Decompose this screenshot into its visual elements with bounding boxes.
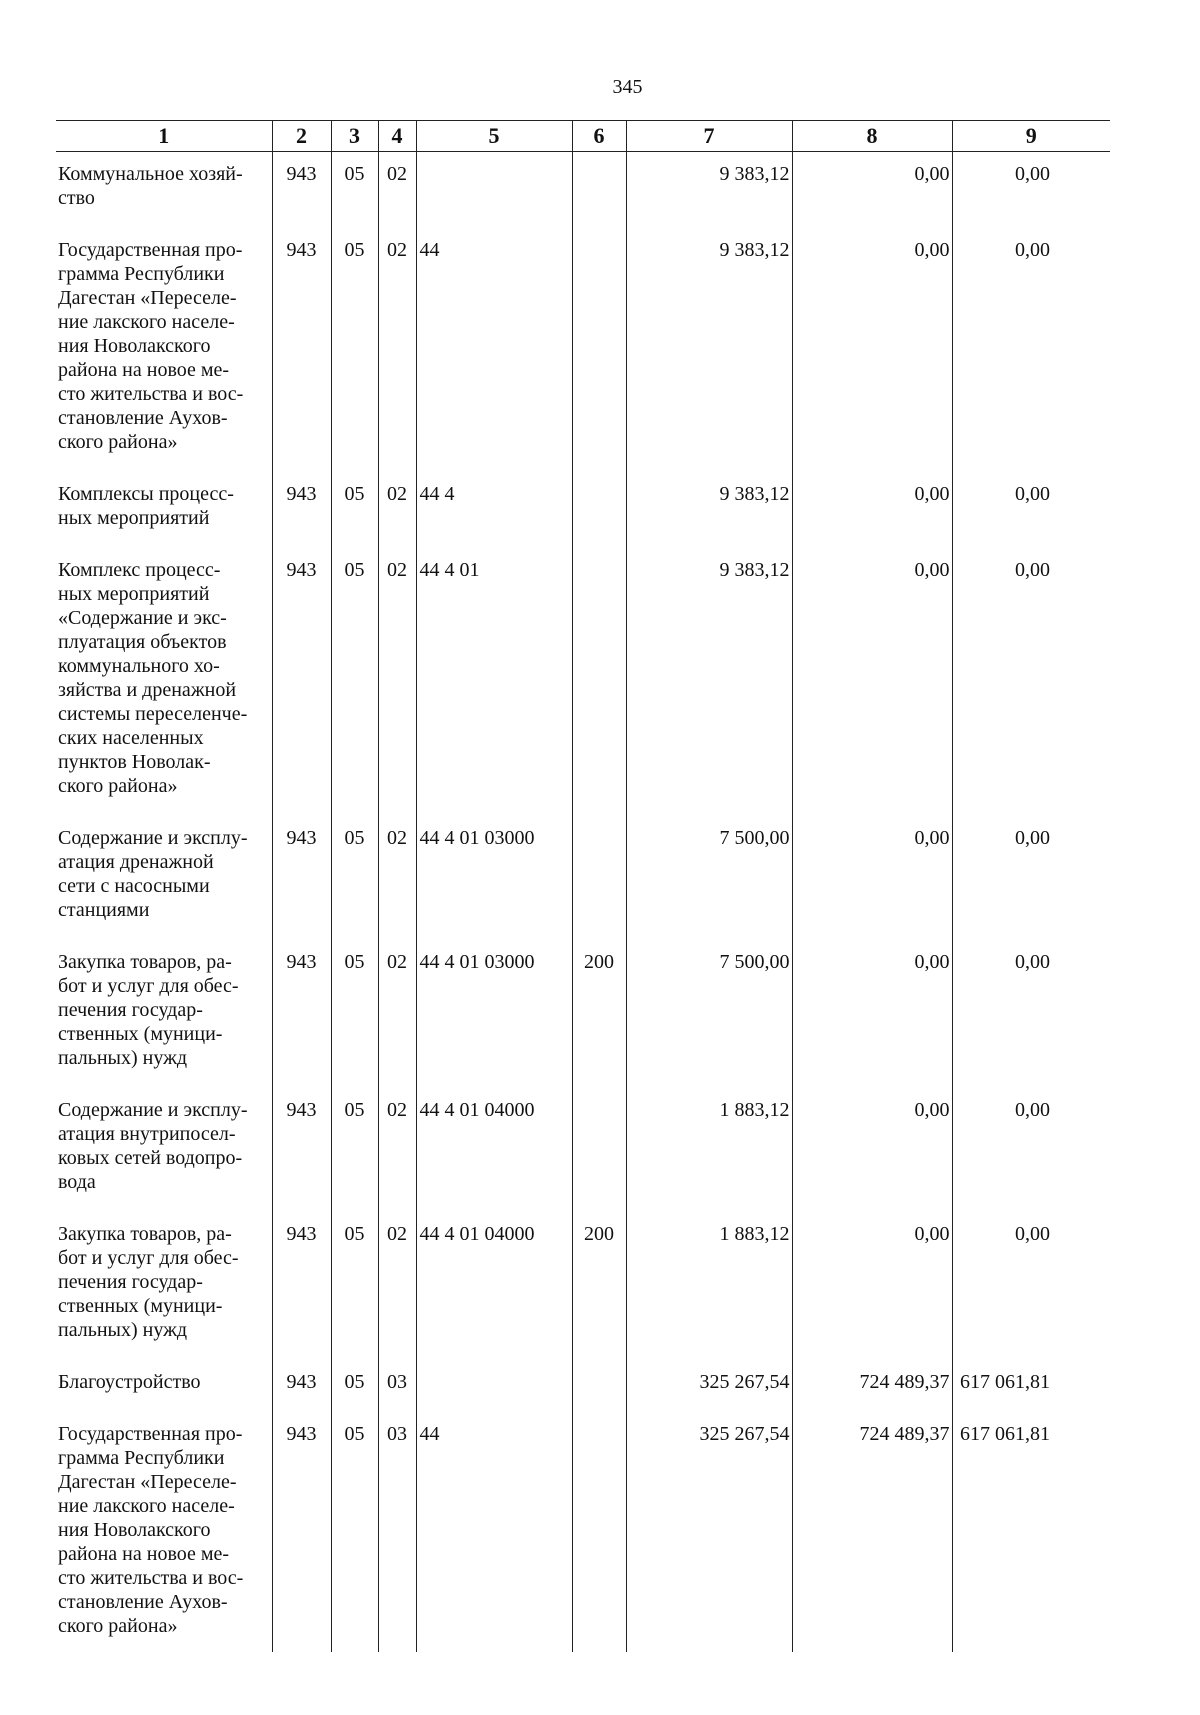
expense-type-cell — [572, 1088, 626, 1212]
row-name-cell: Коммунальное хозяй- ство — [58, 163, 243, 209]
amount-year3-cell: 0,00 — [952, 816, 1110, 940]
row-name-cell: Благоустройство — [58, 1371, 201, 1393]
amount-year2-cell: 0,00 — [792, 152, 952, 229]
amount-year2-cell: 0,00 — [792, 1212, 952, 1360]
admin-code-cell: 943 — [272, 1412, 331, 1652]
table-row — [56, 548, 1110, 816]
table-row — [56, 1088, 1110, 1212]
amount-year3-cell: 617 061,81 — [952, 1360, 1110, 1412]
row-name-cell: Комплекс процесс- ных мероприятий «Содержание и экс- плуатация объектов коммунального хо- зяйства и дренажной системы переселенче- ских населенных пунктов Новолак- ского района» — [58, 559, 248, 797]
admin-code-cell: 943 — [272, 816, 331, 940]
expense-type-cell — [572, 548, 626, 816]
amount-year1-cell: 9 383,12 — [626, 472, 792, 548]
section-code-cell: 05 — [331, 1212, 378, 1360]
section-code-cell: 05 — [331, 152, 378, 229]
expense-type-cell — [572, 1412, 626, 1652]
subsection-code-cell: 02 — [378, 548, 416, 816]
subsection-code-cell: 02 — [378, 152, 416, 229]
column-header-1: 1 — [56, 121, 272, 152]
target-article-cell: 44 4 01 04000 — [416, 1088, 572, 1212]
section-code-cell: 05 — [331, 1360, 378, 1412]
subsection-code-cell: 02 — [378, 940, 416, 1088]
table-row — [56, 1360, 1110, 1412]
table-body — [56, 152, 1110, 1653]
admin-code-cell: 943 — [272, 1360, 331, 1412]
admin-code-cell: 943 — [272, 940, 331, 1088]
target-article-cell — [416, 1360, 572, 1412]
section-code-cell: 05 — [331, 1412, 378, 1652]
amount-year2-cell: 0,00 — [792, 548, 952, 816]
column-header-2: 2 — [272, 121, 331, 152]
table-row — [56, 816, 1110, 940]
section-code-cell: 05 — [331, 472, 378, 548]
subsection-code-cell: 02 — [378, 816, 416, 940]
admin-code-cell: 943 — [272, 152, 331, 229]
expense-type-cell: 200 — [572, 1212, 626, 1360]
amount-year3-cell: 0,00 — [952, 940, 1110, 1088]
target-article-cell: 44 4 01 03000 — [416, 816, 572, 940]
target-article-cell: 44 — [416, 1412, 572, 1652]
subsection-code-cell: 02 — [378, 228, 416, 472]
section-code-cell: 05 — [331, 940, 378, 1088]
amount-year3-cell: 0,00 — [952, 472, 1110, 548]
table-row — [56, 228, 1110, 472]
amount-year2-cell: 0,00 — [792, 940, 952, 1088]
subsection-code-cell: 02 — [378, 472, 416, 548]
table-row — [56, 152, 1110, 229]
target-article-cell: 44 4 01 03000 — [416, 940, 572, 1088]
expense-type-cell — [572, 472, 626, 548]
amount-year2-cell: 0,00 — [792, 472, 952, 548]
amount-year2-cell: 0,00 — [792, 228, 952, 472]
amount-year3-cell: 0,00 — [952, 152, 1110, 229]
column-header-3: 3 — [331, 121, 378, 152]
header-row — [56, 121, 1110, 152]
amount-year2-cell: 724 489,37 — [792, 1360, 952, 1412]
amount-year1-cell: 9 383,12 — [626, 228, 792, 472]
row-name-cell: Содержание и эксплу- атация внутрипосел- ковых сетей водопро- вода — [58, 1099, 248, 1193]
amount-year3-cell: 0,00 — [952, 1088, 1110, 1212]
table-row — [56, 1412, 1110, 1652]
column-header-7: 7 — [626, 121, 792, 152]
amount-year1-cell: 7 500,00 — [626, 940, 792, 1088]
amount-year3-cell: 0,00 — [952, 228, 1110, 472]
amount-year3-cell: 0,00 — [952, 548, 1110, 816]
admin-code-cell: 943 — [272, 1088, 331, 1212]
table-row — [56, 940, 1110, 1088]
expense-type-cell — [572, 816, 626, 940]
amount-year2-cell: 724 489,37 — [792, 1412, 952, 1652]
expense-type-cell — [572, 228, 626, 472]
table-row — [56, 472, 1110, 548]
row-name-cell: Государственная про- грамма Республики Дагестан «Переселе- ние лакского населе- ния Новолакского района на новое ме- сто жительства и вос- становление Аухов- ского района» — [58, 239, 244, 453]
subsection-code-cell: 02 — [378, 1088, 416, 1212]
target-article-cell: 44 4 01 04000 — [416, 1212, 572, 1360]
amount-year1-cell: 9 383,12 — [626, 548, 792, 816]
column-header-6: 6 — [572, 121, 626, 152]
row-name-cell: Закупка товаров, ра- бот и услуг для обес- печения государ- ственных (муници- пальных) нужд — [58, 1223, 239, 1341]
page-number: 345 — [612, 76, 643, 98]
subsection-code-cell: 03 — [378, 1412, 416, 1652]
column-header-4: 4 — [378, 121, 416, 152]
amount-year1-cell: 325 267,54 — [626, 1412, 792, 1652]
table-row — [56, 1212, 1110, 1360]
amount-year1-cell: 9 383,12 — [626, 152, 792, 229]
amount-year1-cell: 1 883,12 — [626, 1212, 792, 1360]
target-article-cell: 44 4 — [416, 472, 572, 548]
amount-year2-cell: 0,00 — [792, 1088, 952, 1212]
amount-year2-cell: 0,00 — [792, 816, 952, 940]
subsection-code-cell: 03 — [378, 1360, 416, 1412]
admin-code-cell: 943 — [272, 1212, 331, 1360]
column-header-9: 9 — [952, 121, 1110, 152]
row-name-cell: Содержание и эксплу- атация дренажной сети с насосными станциями — [58, 827, 248, 921]
column-header-5: 5 — [416, 121, 572, 152]
admin-code-cell: 943 — [272, 472, 331, 548]
section-code-cell: 05 — [331, 816, 378, 940]
amount-year1-cell: 325 267,54 — [626, 1360, 792, 1412]
section-code-cell: 05 — [331, 228, 378, 472]
column-header-8: 8 — [792, 121, 952, 152]
section-code-cell: 05 — [331, 548, 378, 816]
target-article-cell: 44 — [416, 228, 572, 472]
subsection-code-cell: 02 — [378, 1212, 416, 1360]
target-article-cell — [416, 152, 572, 229]
section-code-cell: 05 — [331, 1088, 378, 1212]
expense-type-cell: 200 — [572, 940, 626, 1088]
target-article-cell: 44 4 01 — [416, 548, 572, 816]
table-header — [56, 121, 1110, 152]
row-name-cell: Государственная про- грамма Республики Дагестан «Переселе- ние лакского населе- ния Новолакского района на новое ме- сто жительства и вос- становление Аухов- ского района» — [58, 1423, 244, 1637]
amount-year3-cell: 0,00 — [952, 1212, 1110, 1360]
amount-year3-cell: 617 061,81 — [952, 1412, 1110, 1652]
row-name-cell: Комплексы процесс- ных мероприятий — [58, 483, 234, 529]
amount-year1-cell: 7 500,00 — [626, 816, 792, 940]
budget-table — [56, 120, 1110, 1652]
expense-type-cell — [572, 1360, 626, 1412]
row-name-cell: Закупка товаров, ра- бот и услуг для обес- печения государ- ственных (муници- пальных) нужд — [58, 951, 239, 1069]
admin-code-cell: 943 — [272, 548, 331, 816]
amount-year1-cell: 1 883,12 — [626, 1088, 792, 1212]
expense-type-cell — [572, 152, 626, 229]
admin-code-cell: 943 — [272, 228, 331, 472]
